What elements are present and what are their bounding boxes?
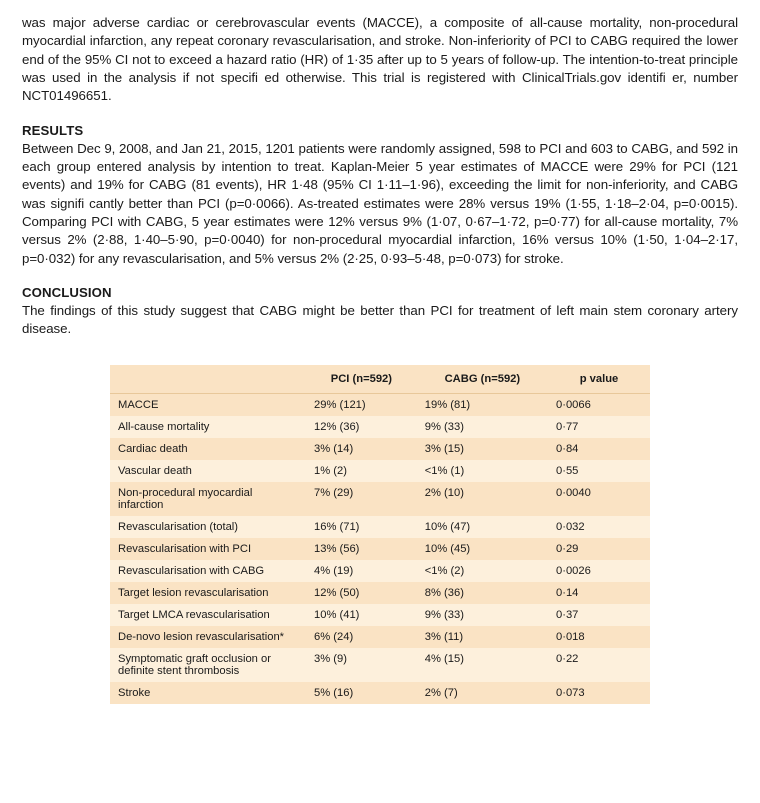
table-cell-cabg: 2% (7) — [417, 682, 548, 704]
table-cell-pci: 12% (36) — [306, 416, 417, 438]
table-cell-cabg: 8% (36) — [417, 582, 548, 604]
table-cell-cabg: 10% (45) — [417, 538, 548, 560]
table-cell-cabg: 9% (33) — [417, 416, 548, 438]
table-cell-cabg: 3% (11) — [417, 626, 548, 648]
table-cell-pci: 3% (14) — [306, 438, 417, 460]
table-cell-pci: 5% (16) — [306, 682, 417, 704]
table-cell-cabg: 9% (33) — [417, 604, 548, 626]
table-cell-pci: 4% (19) — [306, 560, 417, 582]
table-cell-label: Cardiac death — [110, 438, 306, 460]
table-cell-cabg: 4% (15) — [417, 648, 548, 682]
table-cell-cabg: <1% (2) — [417, 560, 548, 582]
table-cell-pci: 16% (71) — [306, 516, 417, 538]
table-cell-label: De-novo lesion revascularisation* — [110, 626, 306, 648]
table-cell-pvalue: 0·22 — [548, 648, 650, 682]
table-cell-pci: 10% (41) — [306, 604, 417, 626]
table-row — [110, 516, 650, 538]
column-header-cabg: CABG (n=592) — [417, 365, 548, 394]
table-row — [110, 460, 650, 482]
abstract-paragraph: was major adverse cardiac or cerebrovascular events (MACCE), a composite of all-cause mortality, non-procedural myocardial infarction, any repeat coronary revascularisation, and stroke. Non-inferiority of PCI to CABG required the lower end of the 95% CI not to exceed a hazard ratio (HR) of 1·35 after up to 5 years of follow-up. The intention-to-treat principle was used in the analysis if not specifi ed otherwise. This trial is registered with ClinicalTrials.gov identifi er, number NCT01496651. — [22, 15, 738, 104]
table-cell-pvalue: 0·77 — [548, 416, 650, 438]
conclusion-paragraph: The findings of this study suggest that CABG might be better than PCI for treatment of left main stem coronary artery disease. — [22, 303, 738, 337]
table-cell-label: Symptomatic graft occlusion or definite stent thrombosis — [110, 648, 306, 682]
results-table-container — [22, 365, 738, 704]
table-cell-pvalue: 0·073 — [548, 682, 650, 704]
table-cell-label: Vascular death — [110, 460, 306, 482]
table-cell-pvalue: 0·018 — [548, 626, 650, 648]
table-cell-pci: 6% (24) — [306, 626, 417, 648]
table-cell-cabg: 10% (47) — [417, 516, 548, 538]
table-cell-pvalue: 0·37 — [548, 604, 650, 626]
column-header-label — [110, 365, 306, 394]
table-cell-pvalue: 0·0026 — [548, 560, 650, 582]
table-cell-pci: 7% (29) — [306, 482, 417, 516]
table-cell-label: Revascularisation with CABG — [110, 560, 306, 582]
results-paragraph: Between Dec 9, 2008, and Jan 21, 2015, 1201 patients were randomly assigned, 598 to PCI and 603 to CABG, and 592 in each group entered analysis by intention to treat. Kaplan-Meier 5 year estimates of MACCE were 29% for PCI (121 events) and 19% for CABG (81 events), HR 1·48 (95% CI 1·11–1·96), exceeding the limit for non-inferiority, and CABG was signifi cantly better than PCI (p=0·0066). As-treated estimates were 28% versus 19% (1·55, 1·18–2·04, p=0·0015). Comparing PCI with CABG, 5 year estimates were 12% versus 9% (1·07, 0·67–1·72, p=0·77) for all-cause mortality, 7% versus 2% (2·88, 1·40–5·90, p=0·0040) for non-procedural myocardial infarction, 16% versus 10% (1·50, 1·04–2·17, p=0·032) for any revascularisation, and 5% versus 2% (2·25, 0·93–5·48, p=0·073) for stroke. — [22, 140, 738, 266]
table-cell-cabg: 19% (81) — [417, 393, 548, 416]
table-cell-pci: 13% (56) — [306, 538, 417, 560]
table-cell-pci: 3% (9) — [306, 648, 417, 682]
table-row — [110, 560, 650, 582]
table-cell-label: All-cause mortality — [110, 416, 306, 438]
table-cell-pci: 12% (50) — [306, 582, 417, 604]
column-header-pvalue: p value — [548, 365, 650, 394]
table-header-row — [110, 365, 650, 394]
results-heading: RESULTS — [22, 122, 84, 138]
table-row — [110, 482, 650, 516]
results-table — [110, 365, 650, 704]
table-header — [110, 365, 650, 394]
column-header-pci: PCI (n=592) — [306, 365, 417, 394]
table-row — [110, 438, 650, 460]
table-cell-label: Non-procedural myocardial infarction — [110, 482, 306, 516]
table-cell-pvalue: 0·0066 — [548, 393, 650, 416]
table-row — [110, 604, 650, 626]
table-cell-label: Stroke — [110, 682, 306, 704]
table-row — [110, 393, 650, 416]
table-cell-pci: 29% (121) — [306, 393, 417, 416]
table-cell-cabg: 3% (15) — [417, 438, 548, 460]
table-cell-pvalue: 0·14 — [548, 582, 650, 604]
table-cell-pvalue: 0·29 — [548, 538, 650, 560]
table-cell-label: Revascularisation (total) — [110, 516, 306, 538]
table-cell-pvalue: 0·0040 — [548, 482, 650, 516]
conclusion-heading: CONCLUSION — [22, 285, 112, 301]
table-cell-label: Revascularisation with PCI — [110, 538, 306, 560]
table-row — [110, 682, 650, 704]
table-cell-label: MACCE — [110, 393, 306, 416]
table-cell-pci: 1% (2) — [306, 460, 417, 482]
table-body — [110, 393, 650, 704]
table-row — [110, 648, 650, 682]
table-cell-label: Target lesion revascularisation — [110, 582, 306, 604]
table-row — [110, 582, 650, 604]
table-cell-pvalue: 0·84 — [548, 438, 650, 460]
table-cell-pvalue: 0·55 — [548, 460, 650, 482]
table-row — [110, 538, 650, 560]
table-cell-cabg: 2% (10) — [417, 482, 548, 516]
table-cell-cabg: <1% (1) — [417, 460, 548, 482]
table-cell-label: Target LMCA revascularisation — [110, 604, 306, 626]
table-cell-pvalue: 0·032 — [548, 516, 650, 538]
table-row — [110, 416, 650, 438]
table-row — [110, 626, 650, 648]
